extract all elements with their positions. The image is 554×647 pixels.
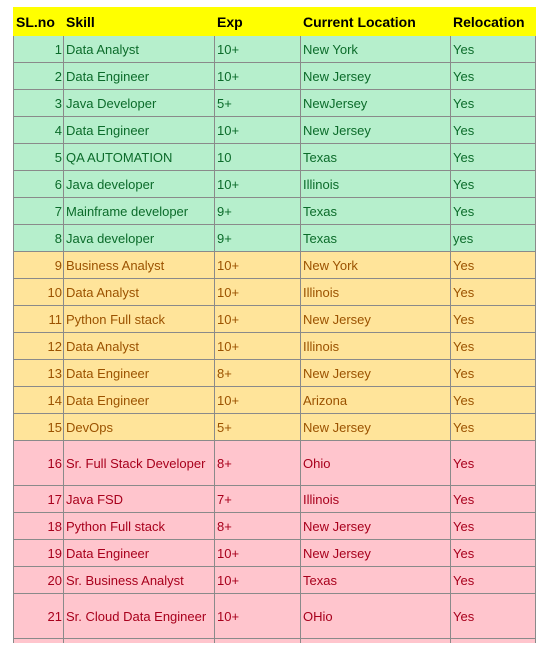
table-row	[14, 63, 536, 90]
cell-location[interactable]: New Jersey	[301, 306, 451, 333]
cell-location[interactable]: New Jersey	[301, 540, 451, 567]
cell-sl-no[interactable]: 3	[14, 90, 64, 117]
cell-relocation[interactable]: Yes	[451, 198, 536, 225]
cell-location[interactable]: Illinois	[301, 171, 451, 198]
cell-partial	[451, 639, 536, 644]
cell-sl-no[interactable]: 4	[14, 117, 64, 144]
cell-exp[interactable]: 5+	[215, 90, 301, 117]
table-row-partial	[14, 639, 536, 644]
cell-relocation[interactable]: Yes	[451, 90, 536, 117]
cell-sl-no[interactable]: 2	[14, 63, 64, 90]
cell-skill[interactable]: DevOps	[64, 414, 215, 441]
cell-relocation[interactable]: Yes	[451, 594, 536, 639]
cell-location[interactable]: New Jersey	[301, 117, 451, 144]
cell-skill[interactable]: Mainframe developer	[64, 198, 215, 225]
cell-exp[interactable]: 10+	[215, 36, 301, 63]
header-exp[interactable]: Exp	[215, 8, 301, 36]
table-row	[14, 225, 536, 252]
cell-sl-no[interactable]: 15	[14, 414, 64, 441]
cell-exp[interactable]: 8+	[215, 360, 301, 387]
cell-skill[interactable]: Data Analyst	[64, 279, 215, 306]
cell-location[interactable]: New Jersey	[301, 513, 451, 540]
cell-exp[interactable]: 10+	[215, 171, 301, 198]
header-sl-no[interactable]: SL.no	[14, 8, 64, 36]
table-row	[14, 252, 536, 279]
cell-location[interactable]: OHio	[301, 594, 451, 639]
header-skill[interactable]: Skill	[64, 8, 215, 36]
cell-skill[interactable]: Java FSD	[64, 486, 215, 513]
cell-sl-no[interactable]: 14	[14, 387, 64, 414]
header-location[interactable]: Current Location	[301, 8, 451, 36]
cell-skill[interactable]: Data Engineer	[64, 63, 215, 90]
cell-exp[interactable]: 10+	[215, 63, 301, 90]
cell-exp[interactable]: 10+	[215, 540, 301, 567]
table-row	[14, 567, 536, 594]
cell-location[interactable]: Illinois	[301, 486, 451, 513]
cell-exp[interactable]: 9+	[215, 198, 301, 225]
cell-sl-no[interactable]: 21	[14, 594, 64, 639]
cell-location[interactable]: New York	[301, 252, 451, 279]
cell-sl-no[interactable]: 11	[14, 306, 64, 333]
cell-sl-no[interactable]: 18	[14, 513, 64, 540]
cell-location[interactable]: New York	[301, 36, 451, 63]
cell-location[interactable]: Texas	[301, 144, 451, 171]
cell-location[interactable]: Illinois	[301, 279, 451, 306]
cell-skill[interactable]: Sr. Full Stack Developer	[64, 441, 215, 486]
cell-relocation[interactable]: Yes	[451, 333, 536, 360]
cell-exp[interactable]: 10+	[215, 387, 301, 414]
cell-skill[interactable]: Business Analyst	[64, 252, 215, 279]
table-row	[14, 144, 536, 171]
table-row	[14, 360, 536, 387]
cell-relocation[interactable]: Yes	[451, 360, 536, 387]
cell-location[interactable]: New Jersey	[301, 414, 451, 441]
cell-relocation[interactable]: yes	[451, 225, 536, 252]
cell-relocation[interactable]: Yes	[451, 36, 536, 63]
cell-sl-no[interactable]: 5	[14, 144, 64, 171]
cell-partial	[64, 639, 215, 644]
table-row	[14, 171, 536, 198]
cell-relocation[interactable]: Yes	[451, 414, 536, 441]
cell-relocation[interactable]: Yes	[451, 144, 536, 171]
table-row	[14, 513, 536, 540]
table-body	[14, 36, 536, 644]
cell-relocation[interactable]: Yes	[451, 387, 536, 414]
cell-location[interactable]: New Jersey	[301, 360, 451, 387]
cell-skill[interactable]: Python Full stack	[64, 513, 215, 540]
cell-sl-no[interactable]: 12	[14, 333, 64, 360]
cell-relocation[interactable]: Yes	[451, 63, 536, 90]
cell-location[interactable]: Arizona	[301, 387, 451, 414]
cell-partial	[215, 639, 301, 644]
cell-relocation[interactable]: Yes	[451, 441, 536, 486]
table-row	[14, 279, 536, 306]
table-row	[14, 594, 536, 639]
spreadsheet	[13, 7, 536, 643]
cell-exp[interactable]: 10+	[215, 333, 301, 360]
cell-exp[interactable]: 10+	[215, 567, 301, 594]
cell-sl-no[interactable]: 8	[14, 225, 64, 252]
cell-relocation[interactable]: Yes	[451, 306, 536, 333]
table-row	[14, 333, 536, 360]
candidates-table	[13, 7, 536, 643]
cell-sl-no[interactable]: 9	[14, 252, 64, 279]
cell-sl-no[interactable]: 7	[14, 198, 64, 225]
cell-skill[interactable]: Java developer	[64, 225, 215, 252]
cell-exp[interactable]: 5+	[215, 414, 301, 441]
cell-skill[interactable]: Sr. Cloud Data Engineer	[64, 594, 215, 639]
cell-location[interactable]: NewJersey	[301, 90, 451, 117]
cell-sl-no[interactable]: 16	[14, 441, 64, 486]
cell-sl-no[interactable]: 13	[14, 360, 64, 387]
cell-location[interactable]: Illinois	[301, 333, 451, 360]
cell-skill[interactable]: Data Engineer	[64, 387, 215, 414]
cell-relocation[interactable]: Yes	[451, 117, 536, 144]
cell-skill[interactable]: Data Analyst	[64, 36, 215, 63]
table-row	[14, 198, 536, 225]
cell-relocation[interactable]: Yes	[451, 513, 536, 540]
cell-location[interactable]: Texas	[301, 198, 451, 225]
cell-skill[interactable]: Data Engineer	[64, 540, 215, 567]
table-row	[14, 306, 536, 333]
cell-exp[interactable]: 10+	[215, 252, 301, 279]
cell-sl-no[interactable]: 1	[14, 36, 64, 63]
header-relocation[interactable]: Relocation	[451, 8, 536, 36]
cell-sl-no[interactable]: 17	[14, 486, 64, 513]
cell-exp[interactable]: 8+	[215, 441, 301, 486]
cell-exp[interactable]: 8+	[215, 513, 301, 540]
cell-location[interactable]: Ohio	[301, 441, 451, 486]
cell-skill[interactable]: Java Developer	[64, 90, 215, 117]
table-row	[14, 36, 536, 63]
cell-relocation[interactable]: Yes	[451, 252, 536, 279]
cell-skill[interactable]: Java developer	[64, 171, 215, 198]
cell-skill[interactable]: Sr. Business Analyst	[64, 567, 215, 594]
cell-exp[interactable]: 10	[215, 144, 301, 171]
cell-exp[interactable]: 7+	[215, 486, 301, 513]
cell-skill[interactable]: Data Analyst	[64, 333, 215, 360]
table-row	[14, 486, 536, 513]
cell-relocation[interactable]: Yes	[451, 567, 536, 594]
cell-location[interactable]: Texas	[301, 225, 451, 252]
cell-skill[interactable]: Data Engineer	[64, 360, 215, 387]
cell-skill[interactable]: Data Engineer	[64, 117, 215, 144]
cell-partial	[301, 639, 451, 644]
header-row	[14, 8, 536, 36]
cell-location[interactable]: New Jersey	[301, 63, 451, 90]
cell-sl-no[interactable]: 6	[14, 171, 64, 198]
cell-sl-no[interactable]: 19	[14, 540, 64, 567]
cell-exp[interactable]: 10+	[215, 117, 301, 144]
table-row	[14, 90, 536, 117]
table-row	[14, 540, 536, 567]
table-row	[14, 414, 536, 441]
cell-sl-no[interactable]: 10	[14, 279, 64, 306]
table-row	[14, 117, 536, 144]
cell-relocation[interactable]: Yes	[451, 171, 536, 198]
cell-exp[interactable]: 10+	[215, 306, 301, 333]
cell-skill[interactable]: Python Full stack	[64, 306, 215, 333]
cell-exp[interactable]: 10+	[215, 279, 301, 306]
cell-relocation[interactable]: Yes	[451, 486, 536, 513]
cell-exp[interactable]: 10+	[215, 594, 301, 639]
cell-exp[interactable]: 9+	[215, 225, 301, 252]
table-row	[14, 387, 536, 414]
cell-partial	[14, 639, 64, 644]
cell-sl-no[interactable]: 20	[14, 567, 64, 594]
cell-location[interactable]: Texas	[301, 567, 451, 594]
cell-relocation[interactable]: Yes	[451, 279, 536, 306]
table-row	[14, 441, 536, 486]
cell-skill[interactable]: QA AUTOMATION	[64, 144, 215, 171]
cell-relocation[interactable]: Yes	[451, 540, 536, 567]
